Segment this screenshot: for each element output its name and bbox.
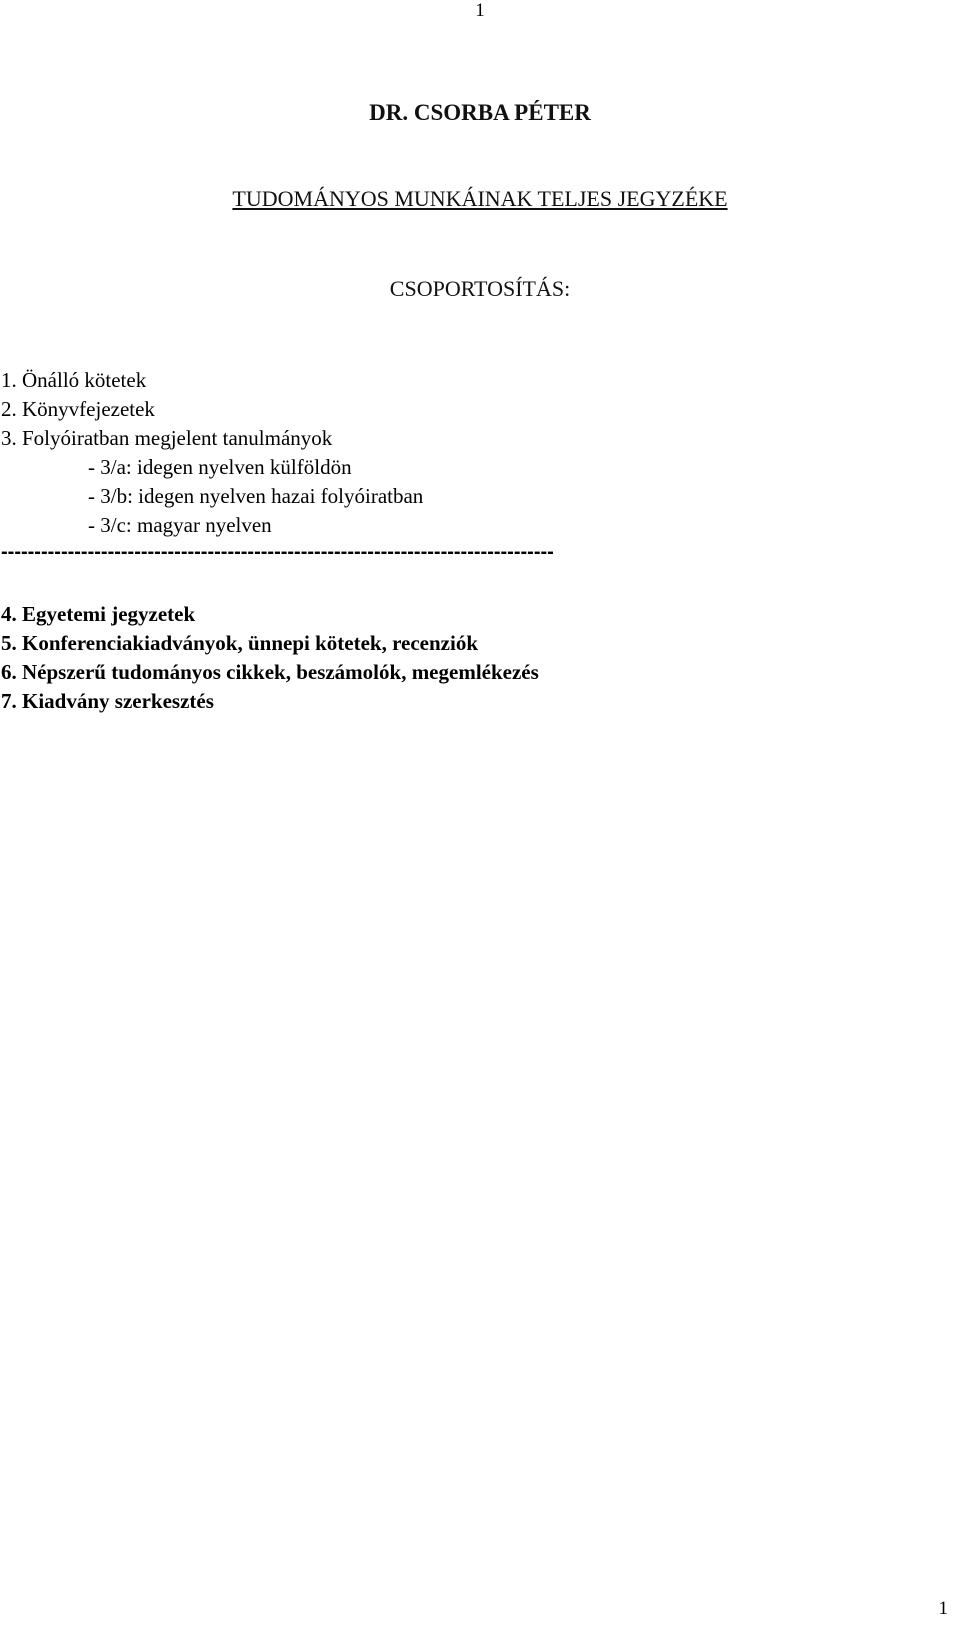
category-item: 5. Konferenciakiadványok, ünnepi kötetek, recenziók bbox=[1, 631, 479, 655]
author-name: DR. CSORBA PÉTER bbox=[369, 100, 591, 125]
subcategory-item: - 3/a: idegen nyelven külföldön bbox=[88, 455, 352, 479]
subcategory-item: - 3/c: magyar nyelven bbox=[88, 513, 272, 537]
category-item: 3. Folyóiratban megjelent tanulmányok bbox=[1, 426, 333, 450]
dashed-separator: ----------------------------------------------------------------------------------- bbox=[1, 541, 554, 563]
grouping-heading: CSOPORTOSÍTÁS: bbox=[389, 276, 571, 301]
category-list-part1 bbox=[1, 366, 423, 540]
category-item: 6. Népszerű tudományos cikkek, beszámolók, megemlékezés bbox=[1, 660, 539, 684]
category-item: 7. Kiadvány szerkesztés bbox=[1, 689, 214, 713]
document-title: TUDOMÁNYOS MUNKÁINAK TELJES JEGYZÉKE bbox=[232, 186, 728, 211]
category-item: 1. Önálló kötetek bbox=[1, 368, 147, 392]
category-item: 2. Könyvfejezetek bbox=[1, 397, 155, 421]
category-list-part2 bbox=[1, 600, 539, 716]
page-number-bottom: 1 bbox=[938, 1598, 948, 1619]
page-number-top: 1 bbox=[475, 0, 485, 21]
subcategory-item: - 3/b: idegen nyelven hazai folyóiratban bbox=[88, 484, 424, 508]
category-item: 4. Egyetemi jegyzetek bbox=[1, 602, 196, 626]
